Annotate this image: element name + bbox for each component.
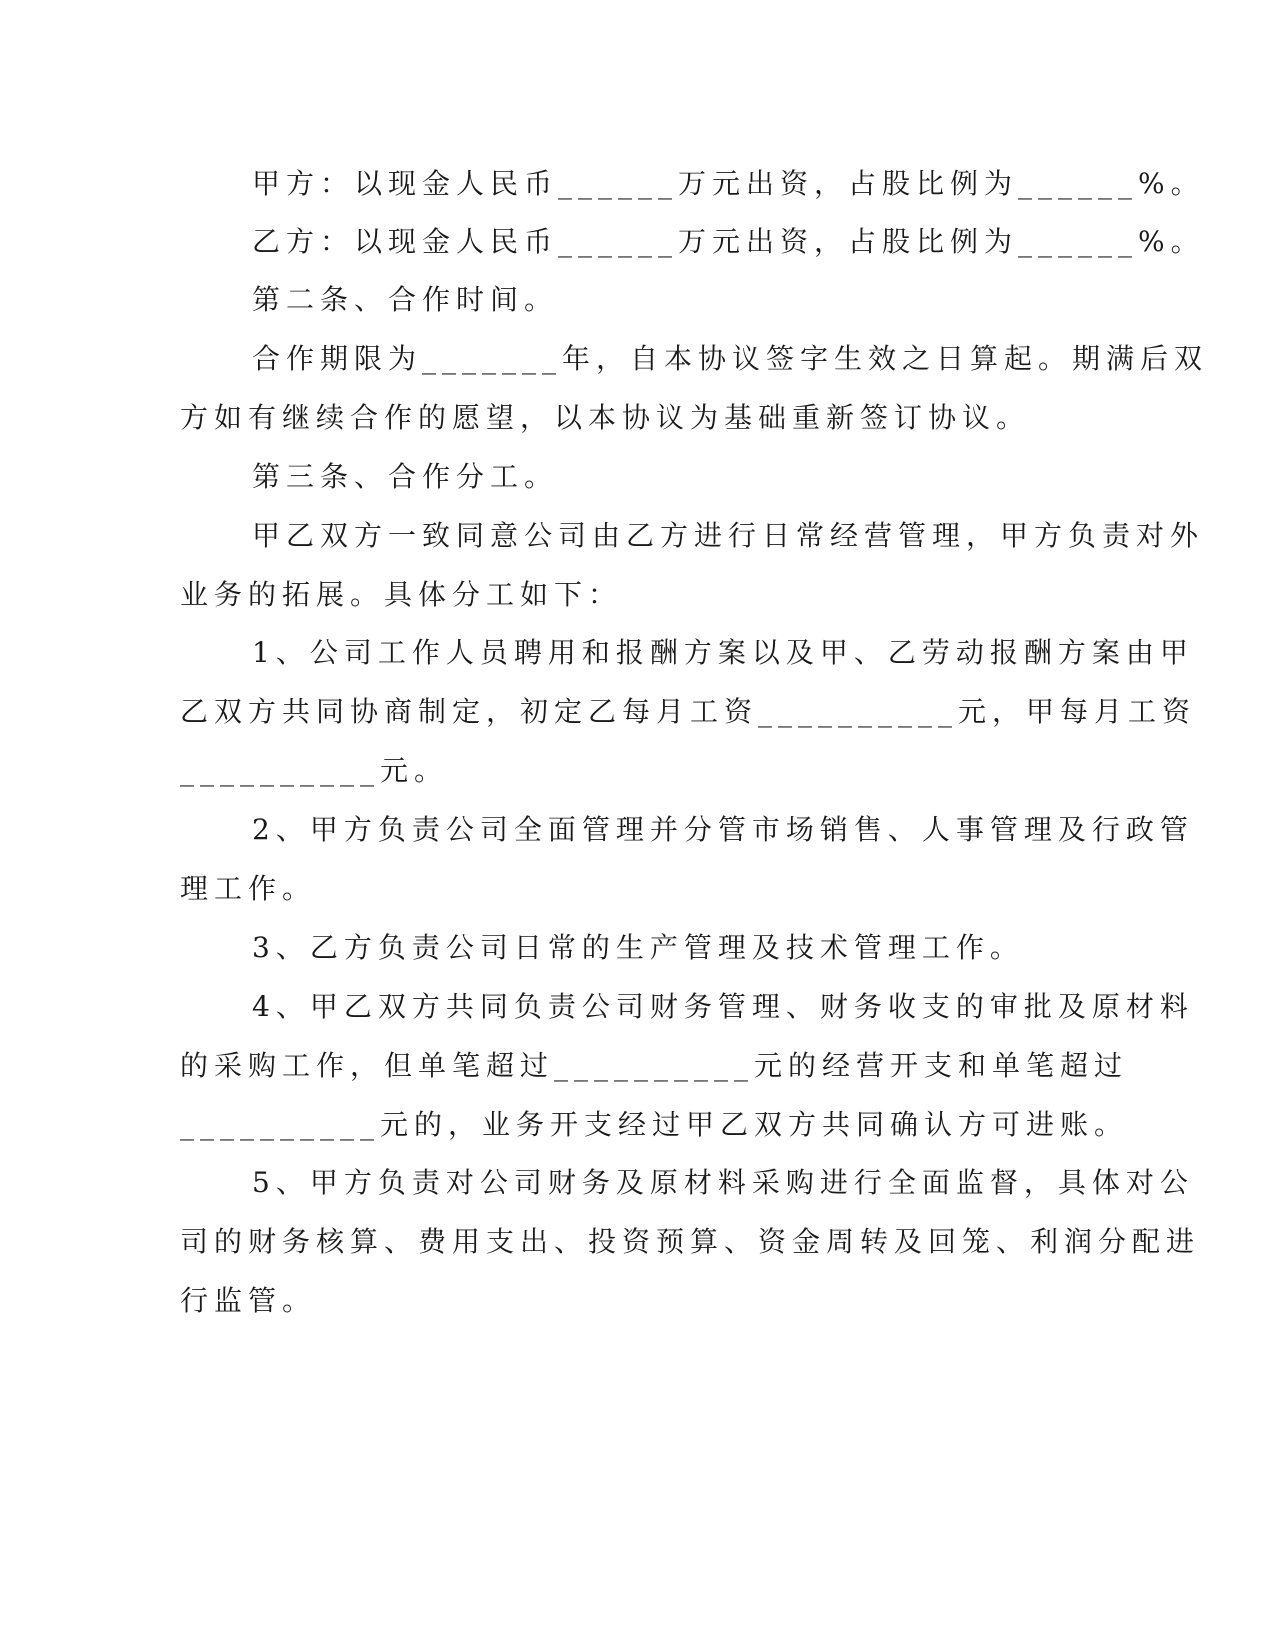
item-5-line-3: 行监管。 <box>180 1284 317 1317</box>
item-1-line-2: 乙双方共同协商制定，初定乙每月工资__________元，甲每月工资 <box>180 695 1197 728</box>
item-2-line-1: 2、甲方负责公司全面管理并分管市场销售、人事管理及行政管 <box>252 813 1194 846</box>
item-5-line-2: 司的财务核算、费用支出、投资预算、资金周转及回笼、利润分配进 <box>180 1225 1201 1258</box>
item-4-line-2: 的采购工作，但单笔超过__________元的经营开支和单笔超过 <box>180 1049 1129 1082</box>
paragraph-division-line-1: 甲乙双方一致同意公司由乙方进行日常经营管理，甲方负责对外 <box>252 519 1205 552</box>
item-4-line-3: __________元的，业务开支经过甲乙双方共同确认方可进账。 <box>180 1108 1129 1141</box>
item-3-line-1: 3、乙方负责公司日常的生产管理及技术管理工作。 <box>252 931 1024 964</box>
paragraph-term-line-1: 合作期限为_______年，自本协议签字生效之日算起。期满后双 <box>252 342 1209 375</box>
item-4-line-1: 4、甲乙双方共同负责公司财务管理、财务收支的审批及原材料 <box>252 990 1194 1023</box>
item-1-line-3: __________元。 <box>180 754 449 787</box>
article-2-heading: 第二条、合作时间。 <box>252 283 559 316</box>
paragraph-party-b-capital: 乙方：以现金人民币______万元出资，占股比例为______%。 <box>252 225 1205 258</box>
paragraph-party-a-capital: 甲方：以现金人民币______万元出资，占股比例为______%。 <box>252 167 1205 200</box>
paragraph-term-line-2: 方如有继续合作的愿望，以本协议为基础重新签订协议。 <box>180 401 1031 434</box>
item-5-line-1: 5、甲方负责对公司财务及原材料采购进行全面监督，具体对公 <box>252 1166 1194 1199</box>
paragraph-division-line-2: 业务的拓展。具体分工如下： <box>180 578 623 611</box>
item-1-line-1: 1、公司工作人员聘用和报酬方案以及甲、乙劳动报酬方案由甲 <box>252 636 1194 669</box>
item-2-line-2: 理工作。 <box>180 872 317 905</box>
article-3-heading: 第三条、合作分工。 <box>252 460 559 493</box>
